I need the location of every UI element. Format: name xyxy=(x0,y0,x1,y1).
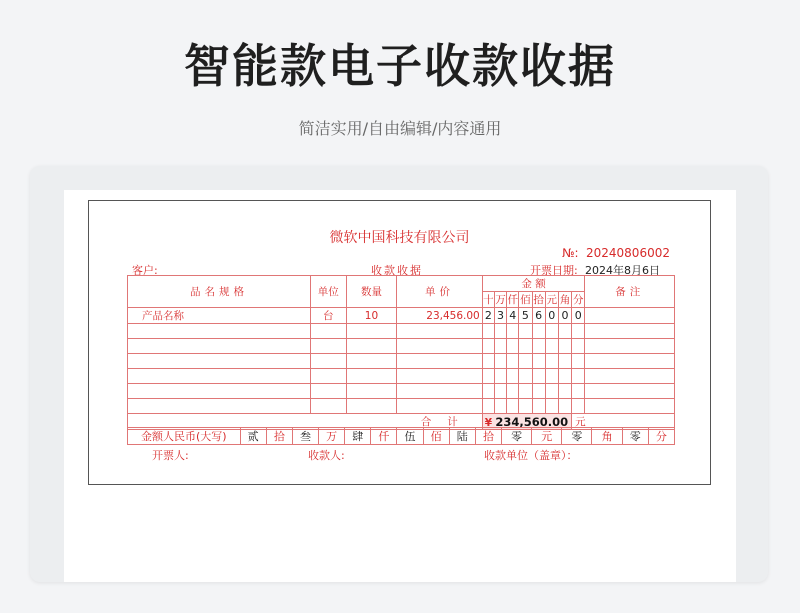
upper-digit[interactable]: 叁 xyxy=(292,428,318,445)
upper-unit: 拾 xyxy=(266,428,292,445)
upper-unit: 万 xyxy=(319,428,345,445)
empty-cell[interactable] xyxy=(585,354,675,369)
issue-date-label: 开票日期: xyxy=(530,264,578,277)
issue-date[interactable]: 2024年8月6日 xyxy=(585,264,660,277)
empty-row xyxy=(128,324,675,339)
empty-cell[interactable] xyxy=(532,399,545,414)
upper-unit: 分 xyxy=(648,428,674,445)
empty-cell[interactable] xyxy=(494,339,506,354)
empty-cell[interactable] xyxy=(545,384,558,399)
empty-cell[interactable] xyxy=(532,384,545,399)
page-subtitle: 简洁实用/自由编辑/内容通用 xyxy=(298,119,502,138)
empty-cell[interactable] xyxy=(494,399,506,414)
empty-cell[interactable] xyxy=(558,339,571,354)
upper-unit: 元 xyxy=(532,428,562,445)
amount-digit-cell[interactable]: 3 xyxy=(494,308,506,324)
upper-unit: 拾 xyxy=(475,428,501,445)
empty-cell[interactable] xyxy=(572,369,585,384)
empty-cell[interactable] xyxy=(572,339,585,354)
empty-cell[interactable] xyxy=(397,354,482,369)
amount-digit-cell[interactable]: 2 xyxy=(482,308,494,324)
empty-row xyxy=(128,384,675,399)
upper-digit[interactable]: 伍 xyxy=(397,428,423,445)
header-price: 单价 xyxy=(397,276,482,308)
empty-cell[interactable] xyxy=(128,324,311,339)
empty-cell[interactable] xyxy=(310,354,346,369)
empty-cell[interactable] xyxy=(558,369,571,384)
amount-in-words-row xyxy=(128,428,675,445)
digit-header: 元 xyxy=(545,292,558,308)
empty-cell[interactable] xyxy=(128,384,311,399)
empty-cell[interactable] xyxy=(545,354,558,369)
empty-cell[interactable] xyxy=(507,354,519,369)
empty-cell[interactable] xyxy=(346,399,397,414)
empty-cell[interactable] xyxy=(482,339,494,354)
empty-cell[interactable] xyxy=(507,324,519,339)
empty-cell[interactable] xyxy=(532,339,545,354)
empty-cell[interactable] xyxy=(585,324,675,339)
customer-label: 客户: xyxy=(132,264,158,277)
digit-header: 分 xyxy=(572,292,585,308)
empty-cell[interactable] xyxy=(494,369,506,384)
empty-cell[interactable] xyxy=(585,339,675,354)
header-amount: 金 额 xyxy=(482,276,585,292)
empty-cell[interactable] xyxy=(482,324,494,339)
digit-header: 佰 xyxy=(519,292,532,308)
empty-cell[interactable] xyxy=(397,384,482,399)
empty-cell[interactable] xyxy=(482,384,494,399)
empty-cell[interactable] xyxy=(572,384,585,399)
empty-cell[interactable] xyxy=(482,354,494,369)
collector-label: 收款人: xyxy=(308,449,345,462)
digit-header: 拾 xyxy=(532,292,545,308)
upper-digit[interactable]: 贰 xyxy=(240,428,266,445)
upper-unit: 角 xyxy=(592,428,622,445)
empty-cell[interactable] xyxy=(532,369,545,384)
upper-unit: 仟 xyxy=(371,428,397,445)
item-remark-cell[interactable] xyxy=(585,308,675,324)
empty-cell[interactable] xyxy=(397,369,482,384)
upper-digit[interactable]: 肆 xyxy=(345,428,371,445)
empty-cell[interactable] xyxy=(494,324,506,339)
empty-cell[interactable] xyxy=(545,324,558,339)
upper-digit[interactable]: 零 xyxy=(502,428,532,445)
header-remark: 备注 xyxy=(585,276,675,308)
amount-in-words-label: 金额人民币(大写) xyxy=(128,428,241,445)
empty-cell[interactable] xyxy=(545,339,558,354)
empty-cell[interactable] xyxy=(507,339,519,354)
amount-in-words-table xyxy=(127,427,675,445)
item-unit-cell[interactable]: 台 xyxy=(310,308,346,324)
empty-cell[interactable] xyxy=(519,324,532,339)
empty-cell[interactable] xyxy=(346,384,397,399)
item-qty-cell[interactable]: 10 xyxy=(346,308,397,324)
total-label-text: 合计 xyxy=(420,416,474,428)
amount-digit-cell[interactable]: 6 xyxy=(532,308,545,324)
empty-cell[interactable] xyxy=(128,354,311,369)
empty-row xyxy=(128,399,675,414)
empty-cell[interactable] xyxy=(545,399,558,414)
empty-row xyxy=(128,369,675,384)
empty-cell[interactable] xyxy=(310,324,346,339)
empty-cell[interactable] xyxy=(507,369,519,384)
empty-cell[interactable] xyxy=(558,384,571,399)
digit-header: 十 xyxy=(482,292,494,308)
item-price-cell[interactable]: 23,456.00 xyxy=(397,308,482,324)
empty-cell[interactable] xyxy=(310,384,346,399)
empty-cell[interactable] xyxy=(585,384,675,399)
empty-cell[interactable] xyxy=(346,339,397,354)
amount-digit-cell[interactable]: 5 xyxy=(519,308,532,324)
empty-cell[interactable] xyxy=(519,384,532,399)
empty-cell[interactable] xyxy=(128,399,311,414)
empty-cell[interactable] xyxy=(519,339,532,354)
digit-header: 角 xyxy=(558,292,571,308)
empty-cell[interactable] xyxy=(310,369,346,384)
upper-unit: 佰 xyxy=(423,428,449,445)
amount-digit-cell[interactable]: 4 xyxy=(507,308,519,324)
empty-cell[interactable] xyxy=(507,399,519,414)
empty-cell[interactable] xyxy=(572,354,585,369)
empty-cell[interactable] xyxy=(482,399,494,414)
header-item: 品名规格 xyxy=(128,276,311,308)
empty-cell[interactable] xyxy=(558,324,571,339)
empty-cell[interactable] xyxy=(507,384,519,399)
empty-cell[interactable] xyxy=(572,324,585,339)
empty-cell[interactable] xyxy=(346,369,397,384)
empty-cell[interactable] xyxy=(397,324,482,339)
empty-cell[interactable] xyxy=(558,354,571,369)
digit-header: 万 xyxy=(494,292,506,308)
empty-cell[interactable] xyxy=(128,339,311,354)
item-name-cell[interactable]: 产品名称 xyxy=(128,308,311,324)
amount-digit-cell[interactable]: 0 xyxy=(558,308,571,324)
empty-cell[interactable] xyxy=(532,324,545,339)
empty-cell[interactable] xyxy=(585,369,675,384)
header-unit: 单位 xyxy=(310,276,346,308)
empty-cell[interactable] xyxy=(519,354,532,369)
empty-cell[interactable] xyxy=(572,399,585,414)
receipt-table xyxy=(127,275,675,430)
amount-digit-cell[interactable]: 0 xyxy=(545,308,558,324)
digit-header: 仟 xyxy=(507,292,519,308)
issuer-label: 开票人: xyxy=(152,449,189,462)
empty-cell[interactable] xyxy=(585,399,675,414)
empty-row xyxy=(128,339,675,354)
amount-digit-cell[interactable]: 0 xyxy=(572,308,585,324)
receipt-frame xyxy=(88,200,711,485)
empty-cell[interactable] xyxy=(310,339,346,354)
upper-digit[interactable]: 零 xyxy=(622,428,648,445)
upper-digit[interactable]: 零 xyxy=(562,428,592,445)
page-title: 智能款电子收款收据 xyxy=(184,39,616,93)
empty-row xyxy=(128,354,675,369)
empty-cell[interactable] xyxy=(310,399,346,414)
upper-digit[interactable]: 陆 xyxy=(449,428,475,445)
empty-cell[interactable] xyxy=(558,399,571,414)
company-name: 微软中国科技有限公司 xyxy=(329,230,470,246)
empty-cell[interactable] xyxy=(519,369,532,384)
yen-symbol: ¥ xyxy=(484,416,493,429)
empty-cell[interactable] xyxy=(494,354,506,369)
empty-cell[interactable] xyxy=(519,399,532,414)
empty-cell[interactable] xyxy=(397,399,482,414)
empty-cell[interactable] xyxy=(346,354,397,369)
receipt-number-label: №: xyxy=(562,246,579,260)
empty-cell[interactable] xyxy=(346,324,397,339)
empty-cell[interactable] xyxy=(397,339,482,354)
receipt-number[interactable]: 20240806002 xyxy=(586,246,670,260)
empty-cell[interactable] xyxy=(128,369,311,384)
empty-cell[interactable] xyxy=(482,369,494,384)
total-unit-text: 元 xyxy=(575,416,586,428)
collecting-unit-seal-label: 收款单位（盖章）： xyxy=(484,449,578,462)
empty-cell[interactable] xyxy=(532,354,545,369)
receipt-type-label: 收款收据 xyxy=(371,264,423,277)
empty-cell[interactable] xyxy=(494,384,506,399)
total-amount: 234,560.00 xyxy=(495,414,569,429)
header-qty: 数量 xyxy=(346,276,397,308)
table-row xyxy=(128,308,675,324)
empty-cell[interactable] xyxy=(545,369,558,384)
